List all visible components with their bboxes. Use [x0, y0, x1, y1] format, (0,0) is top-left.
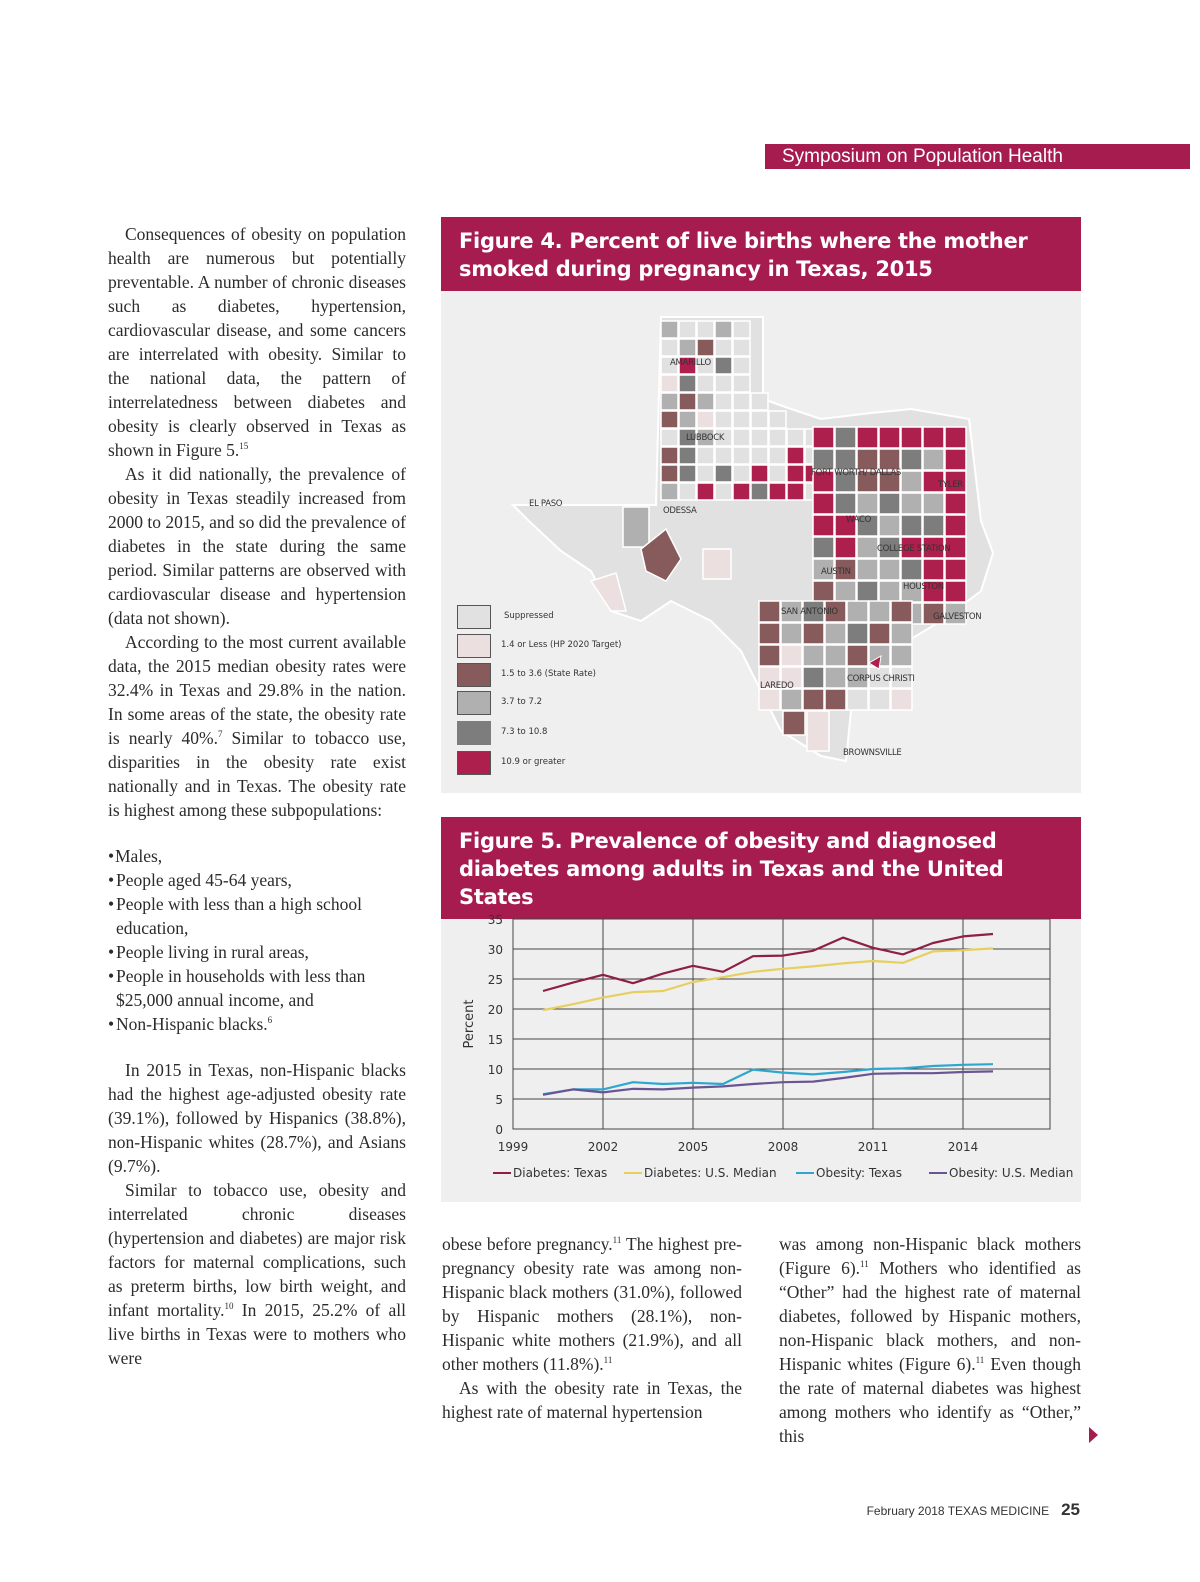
county — [923, 493, 944, 514]
county — [945, 515, 966, 536]
county — [697, 447, 714, 464]
section-banner: Symposium on Population Health — [765, 144, 1190, 169]
body-paragraph: Similar to tobacco use, obesity and interrelated chronic diseases (hypertension and diabetes) are major risk factors for maternal complications, such as preterm births, low birth weight, and infant mortality.$^{10}$ In 2015, 25.2% of all live births in Texas were to mothers who were — [108, 1180, 406, 1368]
county — [879, 427, 900, 448]
list-item: • Non-Hispanic blacks.$^6$ — [108, 1014, 273, 1034]
legend-item-10-9: 10.9 or greater — [457, 751, 757, 777]
right-column — [779, 1232, 1081, 1448]
county — [835, 537, 856, 558]
county — [751, 411, 768, 428]
legend-label: Obesity: U.S. Median — [949, 1166, 1074, 1180]
county — [679, 447, 696, 464]
county — [803, 667, 824, 688]
county — [697, 465, 714, 482]
y-tick-label: 35 — [487, 913, 503, 927]
body-paragraph: In 2015 in Texas, non-Hispanic blacks had the highest age-adjusted obesity rate (39.1%), followed by Hispanics (38.8%), non-Hispanic whites (28.7%), and Asians (9.7%). — [108, 1060, 406, 1176]
county — [807, 711, 829, 751]
county — [945, 493, 966, 514]
county — [679, 411, 696, 428]
county — [835, 427, 856, 448]
county — [923, 515, 944, 536]
county — [891, 689, 912, 710]
subpopulation-list — [108, 844, 406, 1036]
y-axis-label: Percent — [462, 999, 477, 1049]
county — [879, 559, 900, 580]
county — [733, 483, 750, 500]
county — [715, 411, 732, 428]
list-item: • People aged 45-64 years, — [108, 870, 292, 890]
county — [945, 449, 966, 470]
county — [733, 375, 750, 392]
county — [751, 465, 768, 482]
y-tick-label: 5 — [495, 1093, 503, 1107]
figure-5 — [441, 817, 1081, 1202]
county — [751, 447, 768, 464]
map-canvas — [441, 291, 1081, 795]
y-tick-label: 30 — [487, 943, 503, 957]
county — [697, 339, 714, 356]
legend-item-suppressed: Suppressed — [457, 605, 757, 631]
county — [715, 375, 732, 392]
body-paragraph: According to the most current available data, the 2015 median obesity rates were 32.4% in Texas and 29.8% in the nation. In some areas of the state, the obesity rate is nearly 40%.$^7$ Similar to tobacco use, disparities in the obesity rate exist nationally and in Texas. The obesity rate is highest among these subpopulations: — [108, 632, 406, 820]
county — [679, 483, 696, 500]
county — [733, 339, 750, 356]
y-tick-label: 25 — [487, 973, 503, 987]
county — [835, 581, 856, 602]
y-tick-label: 0 — [495, 1123, 503, 1137]
county — [891, 645, 912, 666]
county — [945, 427, 966, 448]
county — [923, 559, 944, 580]
city-label-san-antonio: SAN ANTONIO — [781, 607, 838, 617]
legend-swatch — [457, 751, 491, 775]
legend-swatch — [457, 691, 491, 715]
county — [901, 471, 922, 492]
county — [847, 689, 868, 710]
county — [813, 427, 834, 448]
series-line-obesity-u-s-median — [543, 1071, 993, 1094]
county — [759, 623, 780, 644]
county — [715, 465, 732, 482]
footnote-ref: 11 — [860, 1259, 869, 1270]
footnote-ref: 11 — [975, 1355, 985, 1366]
body-paragraph: was among non-Hispanic black mothers (Figure 6).$^{11}$ Mothers who identified as “Other” had the highest rate of maternal diabetes, followed by Hispanic mothers, non-Hispanic black mothers, and non-Hispanic whites (Figure 6).$^{11}$ Even though the rate of maternal diabetes was highest among mothers who identify as “Other,” this — [779, 1234, 1081, 1446]
city-label-corpus-christi: CORPUS CHRISTI — [847, 674, 915, 684]
county — [857, 449, 878, 470]
legend-swatch — [457, 721, 491, 745]
series-line-diabetes-texas — [543, 934, 993, 991]
county — [697, 393, 714, 410]
county — [847, 623, 868, 644]
county — [697, 411, 714, 428]
figure-5-title: Figure 5. Prevalence of obesity and diagnosed diabetes among adults in Texas and the United States — [441, 817, 1081, 919]
county — [769, 429, 786, 446]
county — [879, 449, 900, 470]
county — [769, 465, 786, 482]
body-paragraph: As with the obesity rate in Texas, the highest rate of maternal hypertension — [442, 1378, 742, 1422]
county — [759, 601, 780, 622]
city-label-el-paso: EL PASO — [529, 499, 563, 509]
county — [835, 449, 856, 470]
county — [623, 507, 649, 547]
body-paragraph: obese before pregnancy.$^{11}$ The highest pre-pregnancy obesity rate was among non-Hispanic black mothers (31.0%), followed by Hispanic mothers (28.1%), non-Hispanic white mothers (21.9%), and all other mothers (11.8%).$^{11}$ — [442, 1234, 742, 1374]
x-tick-label: 2008 — [767, 1140, 799, 1154]
city-label-lubbock: LUBBOCK — [686, 433, 725, 443]
footnote-ref: 11 — [603, 1355, 613, 1366]
county — [769, 411, 786, 428]
county — [715, 483, 732, 500]
county — [733, 411, 750, 428]
legend-item-3-7: 3.7 to 7.2 — [457, 691, 757, 717]
city-label-galveston: GALVESTON — [933, 612, 982, 622]
county — [781, 623, 802, 644]
county — [661, 483, 678, 500]
city-label-waco: WACO — [846, 515, 872, 525]
x-tick-label: 2014 — [947, 1140, 979, 1154]
county — [703, 549, 731, 579]
county — [835, 493, 856, 514]
county — [787, 447, 804, 464]
county — [869, 601, 890, 622]
county — [661, 465, 678, 482]
county — [661, 339, 678, 356]
city-label-houston: HOUSTON — [903, 582, 944, 592]
figure-4 — [441, 217, 1081, 793]
city-label-amarillo: AMARILLO — [670, 358, 711, 368]
county — [661, 393, 678, 410]
county — [857, 581, 878, 602]
x-tick-label: 2002 — [587, 1140, 619, 1154]
county — [869, 623, 890, 644]
county — [847, 601, 868, 622]
line-chart — [441, 889, 1081, 1202]
page-footer — [867, 1500, 1080, 1520]
county — [813, 493, 834, 514]
county — [803, 689, 824, 710]
footnote-ref: 10 — [224, 1301, 234, 1312]
city-label-college-station: COLLEGE STATION — [877, 544, 951, 554]
x-tick-label: 1999 — [497, 1140, 529, 1154]
county — [715, 339, 732, 356]
body-paragraph: Consequences of obesity on population health are numerous but potentially preventable. A number of chronic diseases such as diabetes, hypertension, cardiovascular disease, and some cancers are interrelated with obesity. Similar to the national data, the pattern of interrelatedness between diabetes and obesity is clearly observed in Texas as shown in Figure 5.15 — [108, 224, 406, 460]
county — [733, 393, 750, 410]
county — [857, 559, 878, 580]
county — [891, 623, 912, 644]
county — [879, 581, 900, 602]
county — [661, 321, 678, 338]
city-label-fort-worth-dallas: FORT WORTH/ DALLAS — [811, 468, 901, 478]
county — [781, 645, 802, 666]
county — [679, 339, 696, 356]
legend-item-state-rate: 1.5 to 3.6 (State Rate) — [457, 663, 757, 689]
legend-item-7-3: 7.3 to 10.8 — [457, 721, 757, 747]
county — [901, 559, 922, 580]
legend-label: Obesity: Texas — [816, 1166, 902, 1180]
county — [733, 429, 750, 446]
county — [787, 429, 804, 446]
county — [679, 375, 696, 392]
footnote-ref: 11 — [612, 1235, 622, 1246]
county — [803, 623, 824, 644]
legend-swatch — [457, 605, 491, 629]
county — [751, 429, 768, 446]
legend-swatch — [457, 634, 491, 658]
page-number: 25 — [1061, 1500, 1080, 1519]
footnote-ref: 6 — [267, 1015, 273, 1026]
county — [813, 449, 834, 470]
county — [679, 393, 696, 410]
county — [825, 667, 846, 688]
county — [803, 645, 824, 666]
county — [759, 689, 780, 710]
county — [857, 427, 878, 448]
figure-4-title: Figure 4. Percent of live births where the mother smoked during pregnancy in Texas, 2015 — [441, 217, 1081, 291]
x-tick-label: 2005 — [677, 1140, 709, 1154]
county — [733, 465, 750, 482]
city-label-brownsville: BROWNSVILLE — [843, 748, 902, 758]
county — [697, 375, 714, 392]
county — [857, 537, 878, 558]
county — [697, 483, 714, 500]
county — [697, 321, 714, 338]
county — [879, 515, 900, 536]
county — [923, 449, 944, 470]
y-tick-label: 10 — [487, 1063, 503, 1077]
county — [813, 537, 834, 558]
county — [783, 711, 805, 735]
list-item: • People with less than a high school education, — [108, 894, 362, 938]
county — [787, 483, 804, 500]
county — [847, 645, 868, 666]
city-label-odessa: ODESSA — [663, 506, 697, 516]
county — [715, 357, 732, 374]
middle-column — [442, 1232, 742, 1424]
county — [715, 447, 732, 464]
county — [825, 689, 846, 710]
continue-arrow-icon — [1089, 1427, 1098, 1443]
county — [679, 465, 696, 482]
county — [825, 623, 846, 644]
county — [857, 493, 878, 514]
legend-swatch — [457, 663, 491, 687]
county — [661, 375, 678, 392]
county — [945, 581, 966, 602]
county — [751, 393, 768, 410]
city-label-tyler: TYLER — [938, 480, 963, 490]
issue-label: February 2018 TEXAS MEDICINE — [866, 1504, 1050, 1518]
footnote-ref: 7 — [217, 729, 223, 740]
legend-label: Diabetes: U.S. Median — [644, 1166, 777, 1180]
county — [679, 321, 696, 338]
county — [813, 581, 834, 602]
y-tick-label: 15 — [487, 1033, 503, 1047]
county — [715, 393, 732, 410]
county — [901, 493, 922, 514]
city-label-austin: AUSTIN — [821, 567, 851, 577]
county — [891, 601, 912, 622]
x-tick-label: 2011 — [857, 1140, 889, 1154]
county — [869, 689, 890, 710]
footnote-ref: 15 — [239, 441, 249, 452]
left-column — [108, 222, 406, 1370]
county — [733, 447, 750, 464]
county — [781, 689, 802, 710]
county — [715, 321, 732, 338]
county — [759, 645, 780, 666]
list-item: • People living in rural areas, — [108, 942, 309, 962]
county — [901, 427, 922, 448]
county — [813, 515, 834, 536]
county — [769, 483, 786, 500]
county — [901, 515, 922, 536]
list-item: • People in households with less than $25,000 annual income, and — [108, 966, 366, 1010]
list-item: • Males, — [108, 846, 163, 866]
legend-item-low: 1.4 or Less (HP 2020 Target) — [457, 634, 757, 660]
county — [661, 447, 678, 464]
county — [769, 447, 786, 464]
texas-county-map — [441, 291, 1081, 795]
county — [945, 559, 966, 580]
body-paragraph: As it did nationally, the prevalence of obesity in Texas steadily increased from 2000 to 2015, and so did the prevalence of diabetes in the state during the same period. Similar patterns are observed with cardiovascular disease and hypertension (data not shown). — [108, 464, 406, 628]
county — [825, 645, 846, 666]
city-label-laredo: LAREDO — [760, 681, 794, 691]
county — [733, 357, 750, 374]
county — [661, 429, 678, 446]
y-tick-label: 20 — [487, 1003, 503, 1017]
county — [733, 321, 750, 338]
county — [879, 493, 900, 514]
county — [787, 465, 804, 482]
county — [751, 483, 768, 500]
county — [661, 411, 678, 428]
county — [901, 449, 922, 470]
legend-label: Diabetes: Texas — [513, 1166, 608, 1180]
county — [923, 427, 944, 448]
